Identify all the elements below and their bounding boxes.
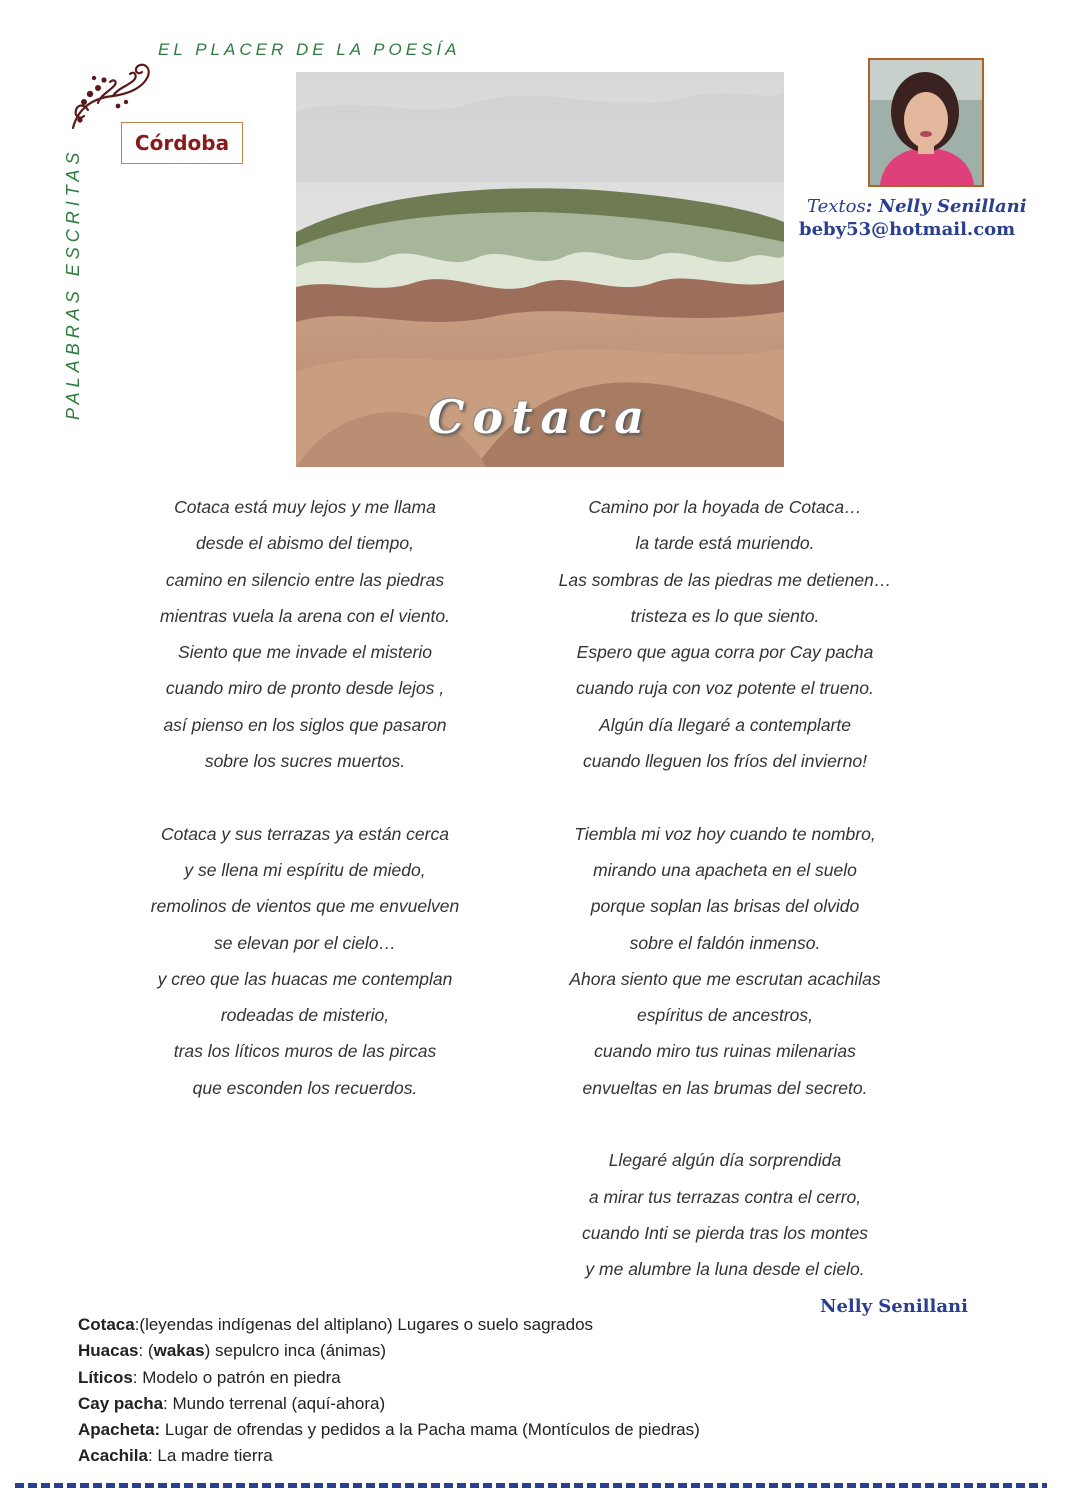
- poem-line: cuando Inti se pierda tras los montes: [582, 1222, 868, 1243]
- poem-line: y se llena mi espíritu de miedo,: [184, 859, 426, 880]
- poem-column-left: [95, 489, 515, 1106]
- bottom-dashed-rule: [15, 1483, 1047, 1488]
- poem-line: cuando lleguen los fríos del invierno!: [582, 751, 868, 772]
- poem-line: desde el abismo del tiempo,: [196, 533, 414, 554]
- glossary-term: Cotaca: [78, 1315, 135, 1334]
- glossary-definition: : Mundo terrenal (aquí-ahora): [163, 1393, 386, 1413]
- glossary-item: [78, 1391, 978, 1417]
- credits-label: Textos: [807, 196, 866, 217]
- glossary-term: Cay pacha: [78, 1393, 164, 1413]
- poem-line: la tarde está muriendo.: [635, 533, 815, 554]
- glossary-item: [78, 1338, 978, 1364]
- author-photo: [868, 58, 984, 187]
- glossary-term: Líticos: [78, 1367, 133, 1387]
- glossary-definition: : Modelo o patrón en piedra: [132, 1367, 341, 1387]
- glossary-item: [78, 1365, 978, 1391]
- poem-line: rodeadas de misterio,: [220, 1005, 390, 1026]
- poem-line: Siento que me invade el misterio: [178, 642, 432, 663]
- glossary-definition: : La madre tierra: [147, 1446, 273, 1466]
- poem-line: Espero que agua corra por Cay pacha: [576, 642, 874, 663]
- glossary-definition: :(leyendas indígenas del altiplano) Lugares o suelo sagrados: [134, 1315, 594, 1334]
- poem-line: que esconden los recuerdos.: [192, 1077, 418, 1098]
- poem-line: Cotaca y sus terrazas ya están cerca: [161, 823, 449, 844]
- glossary-term: wakas: [153, 1341, 205, 1361]
- poem-stanza: [515, 816, 935, 1106]
- landscape-photo: [296, 72, 784, 467]
- poem-line: cuando ruja con voz potente el trueno.: [576, 678, 874, 699]
- credits-author-name: : Nelly Senillani: [865, 196, 1027, 217]
- glossary-definition: Lugar de ofrendas y pedidos a la Pacha mama (Montículos de piedras): [160, 1420, 700, 1440]
- poem-stanza: [515, 1142, 935, 1287]
- poem-line: envueltas en las brumas del secreto.: [582, 1077, 868, 1098]
- glossary-item: [78, 1443, 978, 1469]
- poem-line: camino en silencio entre las piedras: [165, 569, 445, 590]
- poem-line: remolinos de vientos que me envuelven: [150, 896, 460, 917]
- glossary-term: Acachila: [78, 1446, 148, 1466]
- credits-email: beby53@hotmail.com: [799, 219, 1016, 240]
- poem-line: sobre el faldón inmenso.: [629, 932, 821, 953]
- poem-line: y creo que las huacas me contemplan: [157, 968, 453, 989]
- glossary: [78, 1312, 978, 1470]
- poem-stanza: [95, 816, 515, 1106]
- glossary-term: Huacas: [78, 1341, 139, 1361]
- poem-line: Las sombras de las piedras me detienen…: [558, 569, 892, 590]
- credits-author-line: [795, 195, 1045, 218]
- glossary-item: [78, 1417, 978, 1443]
- section-title: EL PLACER DE LA POESÍA: [158, 40, 461, 59]
- glossary-term: Apacheta:: [78, 1420, 161, 1440]
- poem-line: sobre los sucres muertos.: [204, 751, 406, 772]
- poem-line: mirando una apacheta en el suelo: [593, 859, 857, 880]
- poem-line: mientras vuela la arena con el viento.: [160, 605, 450, 626]
- poem-line: Cotaca está muy lejos y me llama: [174, 497, 436, 517]
- poem-line: Ahora siento que me escrutan acachilas: [569, 968, 881, 989]
- photo-title: Cotaca: [427, 390, 653, 444]
- glossary-definition: ) sepulcro inca (ánimas): [204, 1341, 387, 1361]
- side-title: PALABRAS ESCRITAS: [63, 147, 83, 420]
- poem-line: y me alumbre la luna desde el cielo.: [585, 1259, 865, 1280]
- poem-stanza: [95, 489, 515, 779]
- poem-line: tras los líticos muros de las pircas: [173, 1041, 437, 1062]
- poem-line: se elevan por el cielo…: [214, 932, 396, 953]
- poem-line: cuando miro tus ruinas milenarias: [594, 1041, 856, 1062]
- poem-line: cuando miro de pronto desde lejos ,: [165, 678, 445, 699]
- poem-line: tristeza es lo que siento.: [630, 605, 820, 626]
- poem-line: Tiembla mi voz hoy cuando te nombro,: [574, 823, 876, 844]
- poem-line: Llegaré algún día sorprendida: [608, 1150, 842, 1171]
- poem-line: porque soplan las brisas del olvido: [590, 896, 860, 917]
- glossary-definition: : (: [138, 1341, 154, 1361]
- poem-line: a mirar tus terrazas contra el cerro,: [588, 1186, 862, 1207]
- poem-line: Algún día llegaré a contemplarte: [599, 714, 851, 735]
- poem-column-right: [515, 489, 935, 1288]
- author-portrait-image: [870, 60, 982, 185]
- region-label: Córdoba: [121, 122, 243, 164]
- poem-stanza: [515, 489, 935, 779]
- poem-line: Camino por la hoyada de Cotaca…: [588, 497, 862, 517]
- credits-block: [795, 195, 1045, 241]
- poem-line: así pienso en los siglos que pasaron: [163, 714, 447, 735]
- glossary-item: [78, 1312, 978, 1338]
- poem-line: espíritus de ancestros,: [636, 1005, 814, 1026]
- poem-signature: Nelly Senillani: [820, 1296, 968, 1317]
